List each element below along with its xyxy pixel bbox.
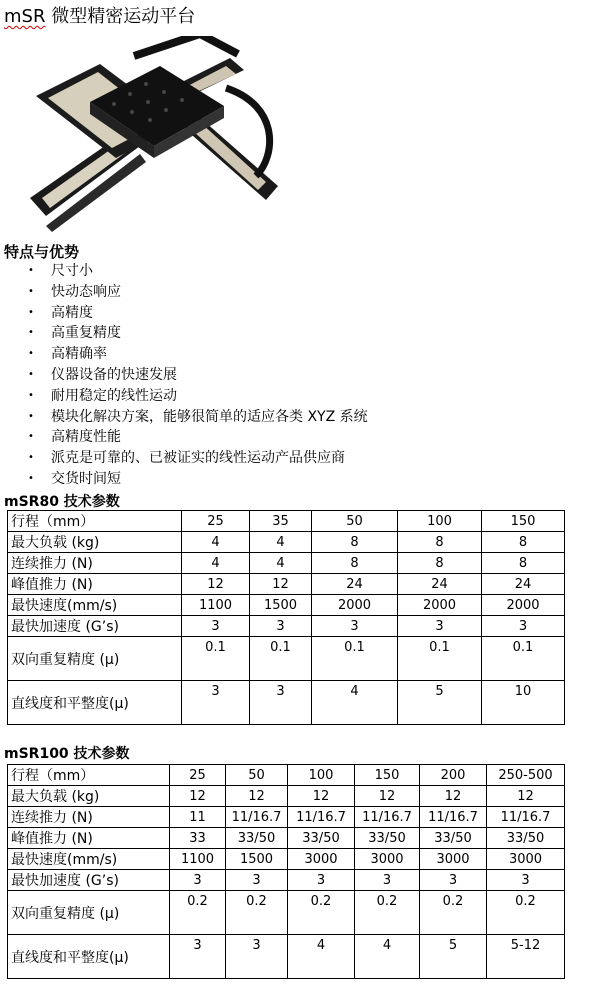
table-cell: 2000 <box>482 595 565 616</box>
table-cell: 3 <box>182 616 250 637</box>
table-cell: 1500 <box>226 849 288 870</box>
table-row <box>8 786 565 807</box>
table-cell: 12 <box>355 786 420 807</box>
feature-item <box>0 386 368 407</box>
bullet-icon: • <box>28 368 34 380</box>
bullet-icon: • <box>28 452 34 464</box>
row-label: 峰值推力 (N) <box>8 574 182 595</box>
row-label: 连续推力 (N) <box>8 553 182 574</box>
row-label: 双向重复精度 (μ) <box>8 891 170 935</box>
table-cell: 25 <box>182 511 250 532</box>
table-cell: 3 <box>250 616 312 637</box>
feature-text: 模块化解决方案，能够很简单的适应各类 XYZ 系统 <box>51 408 368 425</box>
features-heading: 特点与优势 <box>4 243 80 261</box>
feature-text: 交货时间短 <box>51 470 121 487</box>
table-cell: 4 <box>355 935 420 979</box>
features-list <box>0 261 368 490</box>
table-cell: 4 <box>182 532 250 553</box>
table-row <box>8 532 565 553</box>
bullet-icon: • <box>28 348 34 360</box>
table-row <box>8 681 565 725</box>
table-cell: 8 <box>482 553 565 574</box>
table-cell: 3 <box>170 935 226 979</box>
row-label: 最大负载 (kg) <box>8 786 170 807</box>
table-cell: 12 <box>288 786 355 807</box>
table-row <box>8 935 565 979</box>
table-cell: 33 <box>170 828 226 849</box>
table-cell: 3 <box>420 870 487 891</box>
msr80-spec-table <box>7 510 565 725</box>
table-cell: 3 <box>398 616 482 637</box>
row-label: 最快速度(mm/s) <box>8 595 182 616</box>
table-cell: 4 <box>182 553 250 574</box>
table-cell: 5 <box>398 681 482 725</box>
table-row <box>8 595 565 616</box>
feature-item <box>0 303 368 324</box>
table-cell: 33/50 <box>226 828 288 849</box>
bullet-icon: • <box>28 431 34 443</box>
feature-text: 高重复精度 <box>51 325 121 342</box>
table-cell: 33/50 <box>487 828 565 849</box>
table-cell: 1500 <box>250 595 312 616</box>
feature-item <box>0 261 368 282</box>
table-cell: 12 <box>170 786 226 807</box>
table-row <box>8 828 565 849</box>
table-cell: 0.1 <box>482 637 565 681</box>
table-cell: 12 <box>182 574 250 595</box>
table-cell: 2000 <box>312 595 398 616</box>
table-cell: 11/16.7 <box>487 807 565 828</box>
feature-item <box>0 282 368 303</box>
table-cell: 50 <box>226 765 288 786</box>
table-row <box>8 511 565 532</box>
table-cell: 4 <box>288 935 355 979</box>
table-row <box>8 870 565 891</box>
table-cell: 3 <box>170 870 226 891</box>
table-cell: 12 <box>250 574 312 595</box>
table-cell: 0.1 <box>312 637 398 681</box>
table-cell: 8 <box>312 553 398 574</box>
table-cell: 8 <box>398 553 482 574</box>
table-cell: 2000 <box>398 595 482 616</box>
table-cell: 35 <box>250 511 312 532</box>
table-cell: 33/50 <box>288 828 355 849</box>
table-row <box>8 891 565 935</box>
feature-item <box>0 448 368 469</box>
table-cell: 11/16.7 <box>226 807 288 828</box>
table-row <box>8 765 565 786</box>
brand-name: mSR <box>4 6 46 27</box>
table-cell: 50 <box>312 511 398 532</box>
table-cell: 25 <box>170 765 226 786</box>
row-label: 直线度和平整度(μ) <box>8 935 170 979</box>
table-cell: 0.2 <box>420 891 487 935</box>
row-label: 行程（mm） <box>8 765 170 786</box>
table-cell: 3 <box>182 681 250 725</box>
table-cell: 1100 <box>182 595 250 616</box>
table-cell: 250-500 <box>487 765 565 786</box>
table-cell: 11/16.7 <box>420 807 487 828</box>
table-cell: 11 <box>170 807 226 828</box>
table-row <box>8 616 565 637</box>
table-cell: 24 <box>398 574 482 595</box>
table-cell: 12 <box>487 786 565 807</box>
bullet-icon: • <box>28 410 34 422</box>
feature-item <box>0 323 368 344</box>
table-cell: 200 <box>420 765 487 786</box>
feature-text: 耐用稳定的线性运动 <box>51 387 177 404</box>
msr100-heading: mSR100 技术参数 <box>4 746 130 762</box>
table-cell: 3000 <box>288 849 355 870</box>
table-cell: 12 <box>226 786 288 807</box>
feature-item <box>0 344 368 365</box>
row-label: 最大负载 (kg) <box>8 532 182 553</box>
table-cell: 11/16.7 <box>355 807 420 828</box>
bullet-icon: • <box>28 472 34 484</box>
table-cell: 3 <box>355 870 420 891</box>
row-label: 峰值推力 (N) <box>8 828 170 849</box>
bullet-icon: • <box>28 265 34 276</box>
table-cell: 150 <box>355 765 420 786</box>
table-cell: 24 <box>312 574 398 595</box>
feature-text: 高精确率 <box>51 346 107 363</box>
row-label: 连续推力 (N) <box>8 807 170 828</box>
feature-item <box>0 469 368 490</box>
table-cell: 10 <box>482 681 565 725</box>
msr80-heading: mSR80 技术参数 <box>4 494 120 510</box>
table-cell: 8 <box>312 532 398 553</box>
table-row <box>8 574 565 595</box>
table-row <box>8 807 565 828</box>
table-cell: 3000 <box>487 849 565 870</box>
table-cell: 3 <box>487 870 565 891</box>
table-cell: 24 <box>482 574 565 595</box>
table-cell: 3000 <box>355 849 420 870</box>
feature-item <box>0 407 368 428</box>
table-cell: 4 <box>250 553 312 574</box>
row-label: 行程（mm） <box>8 511 182 532</box>
feature-text: 仪器设备的快速发展 <box>51 366 177 383</box>
feature-item <box>0 427 368 448</box>
page-title <box>4 2 195 28</box>
table-cell: 0.2 <box>487 891 565 935</box>
table-row <box>8 553 565 574</box>
table-cell: 0.1 <box>250 637 312 681</box>
feature-text: 高精度性能 <box>51 429 121 446</box>
table-cell: 5 <box>420 935 487 979</box>
table-cell: 4 <box>250 532 312 553</box>
feature-text: 尺寸小 <box>51 263 93 279</box>
stage-product-image <box>30 36 278 232</box>
row-label: 双向重复精度 (μ) <box>8 637 182 681</box>
table-cell: 3 <box>312 616 398 637</box>
table-cell: 0.2 <box>226 891 288 935</box>
table-cell: 33/50 <box>420 828 487 849</box>
feature-text: 派克是可靠的、已被证实的线性运动产品供应商 <box>51 450 345 467</box>
table-cell: 11/16.7 <box>288 807 355 828</box>
table-cell: 100 <box>398 511 482 532</box>
table-cell: 12 <box>420 786 487 807</box>
table-cell: 3 <box>226 870 288 891</box>
row-label: 最快加速度 (G’s) <box>8 870 170 891</box>
table-cell: 0.2 <box>355 891 420 935</box>
table-cell: 33/50 <box>355 828 420 849</box>
bullet-icon: • <box>28 285 34 297</box>
bullet-icon: • <box>28 327 34 339</box>
table-cell: 0.1 <box>398 637 482 681</box>
table-cell: 5-12 <box>487 935 565 979</box>
msr100-spec-table <box>7 764 565 979</box>
table-cell: 3 <box>226 935 288 979</box>
row-label: 直线度和平整度(μ) <box>8 681 182 725</box>
table-cell: 100 <box>288 765 355 786</box>
row-label: 最快加速度 (G’s) <box>8 616 182 637</box>
table-cell: 150 <box>482 511 565 532</box>
table-cell: 3 <box>250 681 312 725</box>
table-cell: 0.2 <box>288 891 355 935</box>
feature-item <box>0 365 368 386</box>
table-cell: 3 <box>288 870 355 891</box>
table-cell: 1100 <box>170 849 226 870</box>
table-cell: 3 <box>482 616 565 637</box>
table-cell: 3000 <box>420 849 487 870</box>
table-cell: 8 <box>482 532 565 553</box>
feature-text: 高精度 <box>51 304 93 321</box>
page-title-text: 微型精密运动平台 <box>45 6 196 27</box>
feature-text: 快动态响应 <box>51 283 121 300</box>
table-cell: 4 <box>312 681 398 725</box>
table-cell: 8 <box>398 532 482 553</box>
bullet-icon: • <box>28 306 34 318</box>
table-cell: 0.1 <box>182 637 250 681</box>
table-row <box>8 849 565 870</box>
bullet-icon: • <box>28 389 34 401</box>
row-label: 最快速度(mm/s) <box>8 849 170 870</box>
table-cell: 0.2 <box>170 891 226 935</box>
table-row <box>8 637 565 681</box>
